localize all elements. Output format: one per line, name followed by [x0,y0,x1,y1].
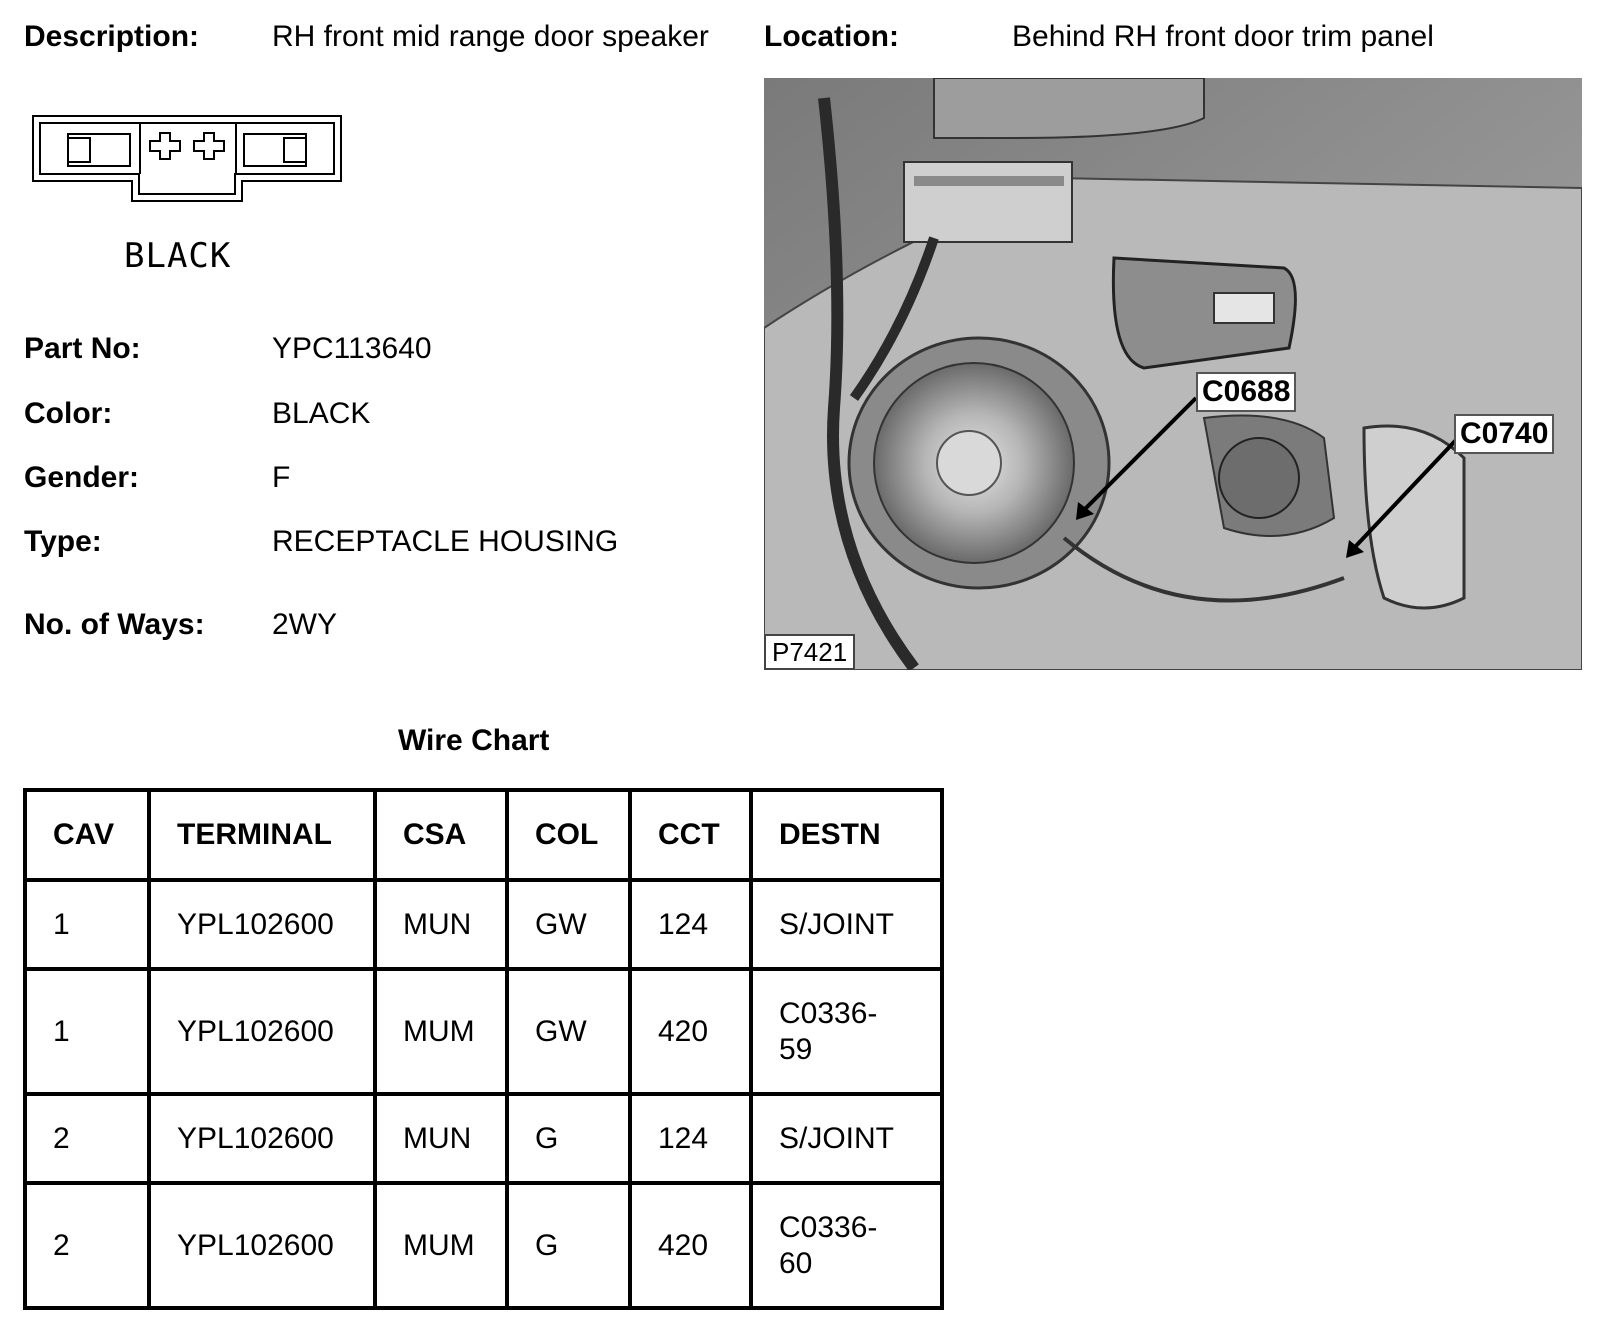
cell-cct: 124 [630,880,751,969]
wire-chart-table [23,788,944,1310]
table-row [25,969,942,1094]
cell-terminal: YPL102600 [149,1094,375,1183]
cell-col: G [507,1183,630,1308]
cell-col: GW [507,880,630,969]
cell-csa: MUN [375,880,507,969]
wire-chart-title: Wire Chart [398,724,550,757]
callout-c0688: C0688 [1196,372,1296,412]
part-no-label: Part No: [24,332,141,365]
part-no-value: YPC113640 [272,332,432,365]
table-row [25,880,942,969]
table-row [25,1183,942,1308]
cell-col: GW [507,969,630,1094]
header-col: COL [507,790,630,880]
cell-terminal: YPL102600 [149,880,375,969]
connector-color-label: BLACK [124,236,232,276]
location-label: Location: [764,20,899,53]
cell-cav: 1 [25,969,149,1094]
color-value: BLACK [272,397,371,430]
location-photo [764,78,1582,670]
cell-csa: MUN [375,1094,507,1183]
header-destn: DESTN [751,790,942,880]
type-label: Type: [24,525,102,558]
cell-csa: MUM [375,969,507,1094]
table-row [25,1094,942,1183]
cell-destn: S/JOINT [751,1094,942,1183]
callout-c0740: C0740 [1454,414,1554,454]
header-csa: CSA [375,790,507,880]
figure-id: P7421 [764,634,855,670]
cell-cct: 420 [630,969,751,1094]
gender-label: Gender: [24,461,140,494]
type-value: RECEPTACLE HOUSING [272,525,619,558]
cell-cav: 2 [25,1094,149,1183]
cell-cav: 2 [25,1183,149,1308]
header-terminal: TERMINAL [149,790,375,880]
cell-destn: S/JOINT [751,880,942,969]
cell-cct: 420 [630,1183,751,1308]
color-label: Color: [24,397,113,430]
door-panel-illustration [764,78,1582,670]
wire-chart-header-row [25,790,942,880]
description-value: RH front mid range door speaker [272,20,709,53]
location-value: Behind RH front door trim panel [1012,20,1434,53]
cell-destn: C0336- 59 [751,969,942,1094]
cell-csa: MUM [375,1183,507,1308]
header-cav: CAV [25,790,149,880]
cell-col: G [507,1094,630,1183]
header-cct: CCT [630,790,751,880]
cell-destn: C0336- 60 [751,1183,942,1308]
description-label: Description: [24,20,200,53]
ways-value: 2WY [272,608,338,641]
connector-face-diagram [32,115,342,207]
ways-label: No. of Ways: [24,608,205,641]
cell-terminal: YPL102600 [149,1183,375,1308]
gender-value: F [272,461,291,494]
cell-cct: 124 [630,1094,751,1183]
cell-cav: 1 [25,880,149,969]
cell-terminal: YPL102600 [149,969,375,1094]
